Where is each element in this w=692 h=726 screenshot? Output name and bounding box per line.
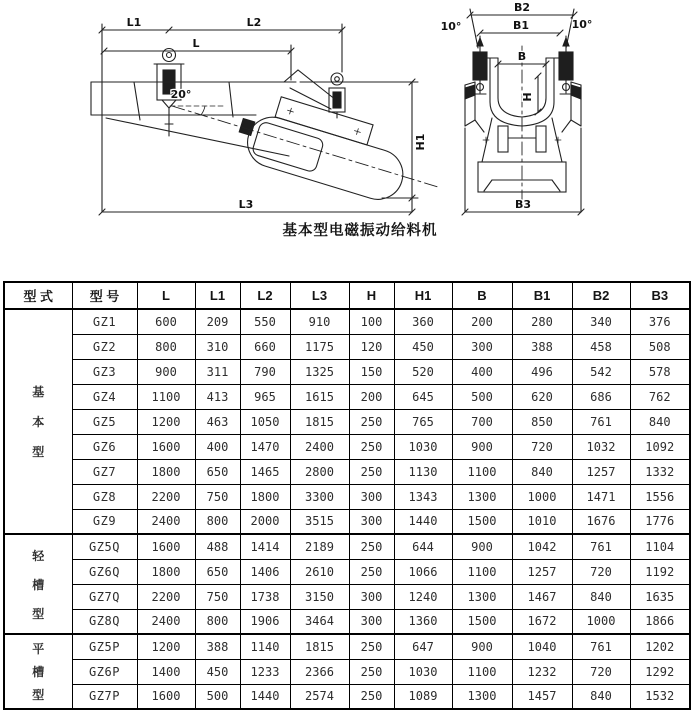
value-cell: 340 (572, 309, 630, 334)
type-group-cell (4, 634, 72, 709)
value-cell: 1866 (630, 609, 690, 634)
value-cell: 300 (349, 609, 394, 634)
value-cell: 1200 (137, 634, 195, 659)
type-char: 型 (32, 688, 45, 702)
value-cell: 550 (240, 309, 290, 334)
value-cell: 1257 (512, 559, 572, 584)
extension-lines (102, 24, 342, 212)
value-cell: 209 (195, 309, 240, 334)
value-cell: 660 (240, 334, 290, 359)
value-cell: 1300 (452, 584, 512, 609)
header-L: L (137, 282, 195, 309)
value-cell: 1100 (452, 659, 512, 684)
value-cell: 388 (195, 634, 240, 659)
value-cell: 2366 (290, 659, 349, 684)
value-cell: 1800 (240, 484, 290, 509)
value-cell: 761 (572, 409, 630, 434)
dim-label-h: H (521, 92, 534, 102)
value-cell: 1130 (394, 459, 452, 484)
value-cell: 3150 (290, 584, 349, 609)
spec-table (3, 281, 691, 710)
value-cell: 388 (512, 334, 572, 359)
value-cell: 1300 (452, 684, 512, 709)
model-cell: GZ5P (72, 634, 137, 659)
value-cell: 450 (394, 334, 452, 359)
value-cell: 250 (349, 684, 394, 709)
value-cell: 2400 (137, 609, 195, 634)
header-B1: B1 (512, 282, 572, 309)
value-cell: 120 (349, 334, 394, 359)
value-cell: 1815 (290, 409, 349, 434)
value-cell: 3300 (290, 484, 349, 509)
model-cell: GZ6P (72, 659, 137, 684)
value-cell: 1414 (240, 534, 290, 559)
value-cell: 1092 (630, 434, 690, 459)
value-cell: 500 (195, 684, 240, 709)
value-cell: 900 (452, 634, 512, 659)
spring-hanger-rear-icon (329, 73, 345, 118)
model-cell: GZ2 (72, 334, 137, 359)
value-cell: 1470 (240, 434, 290, 459)
model-cell: GZ7 (72, 459, 137, 484)
value-cell: 2574 (290, 684, 349, 709)
model-cell: GZ3 (72, 359, 137, 384)
table-row (4, 409, 690, 434)
value-cell: 720 (572, 659, 630, 684)
value-cell: 2400 (137, 509, 195, 534)
table-row (4, 309, 690, 334)
type-group-cell (4, 534, 72, 634)
value-cell: 1066 (394, 559, 452, 584)
header-L2: L2 (240, 282, 290, 309)
value-cell: 1200 (137, 409, 195, 434)
value-cell: 1100 (137, 384, 195, 409)
value-cell: 250 (349, 459, 394, 484)
value-cell: 1400 (137, 659, 195, 684)
dim-label-l2: L2 (246, 16, 262, 29)
value-cell: 542 (572, 359, 630, 384)
value-cell: 2800 (290, 459, 349, 484)
value-cell: 900 (452, 434, 512, 459)
value-cell: 620 (512, 384, 572, 409)
value-cell: 1000 (512, 484, 572, 509)
value-cell: 1202 (630, 634, 690, 659)
technical-drawing (0, 0, 692, 250)
value-cell: 2200 (137, 584, 195, 609)
header-B: B (452, 282, 512, 309)
value-cell: 1100 (452, 559, 512, 584)
value-cell: 840 (572, 684, 630, 709)
table-header-row (4, 282, 690, 309)
feeder-trough (91, 70, 336, 156)
value-cell: 1032 (572, 434, 630, 459)
dim-label-angle10-right: 10° (571, 18, 593, 31)
dim-label-b: B (517, 50, 527, 63)
value-cell: 1440 (394, 509, 452, 534)
value-cell: 1738 (240, 584, 290, 609)
type-char: 基 (32, 385, 45, 399)
value-cell: 310 (195, 334, 240, 359)
value-cell: 360 (394, 309, 452, 334)
value-cell: 1600 (137, 684, 195, 709)
value-cell: 1635 (630, 584, 690, 609)
value-cell: 1325 (290, 359, 349, 384)
value-cell: 1532 (630, 684, 690, 709)
value-cell: 1440 (240, 684, 290, 709)
value-cell: 1233 (240, 659, 290, 684)
value-cell: 700 (452, 409, 512, 434)
value-cell: 2610 (290, 559, 349, 584)
table-row (4, 484, 690, 509)
header-H1: H1 (394, 282, 452, 309)
value-cell: 1232 (512, 659, 572, 684)
value-cell: 1030 (394, 434, 452, 459)
header-L1: L1 (195, 282, 240, 309)
value-cell: 311 (195, 359, 240, 384)
table-row (4, 559, 690, 584)
value-cell: 1050 (240, 409, 290, 434)
value-cell: 3515 (290, 509, 349, 534)
value-cell: 1500 (452, 609, 512, 634)
value-cell: 1906 (240, 609, 290, 634)
value-cell: 645 (394, 384, 452, 409)
table-row (4, 384, 690, 409)
type-group-cell (4, 309, 72, 534)
value-cell: 720 (512, 434, 572, 459)
spec-table-body (4, 309, 690, 709)
value-cell: 413 (195, 384, 240, 409)
table-row (4, 509, 690, 534)
value-cell: 1175 (290, 334, 349, 359)
value-cell: 1465 (240, 459, 290, 484)
dim-label-b3: B3 (514, 198, 532, 211)
table-row (4, 334, 690, 359)
value-cell: 250 (349, 434, 394, 459)
value-cell: 761 (572, 634, 630, 659)
type-char: 槽 (32, 577, 45, 592)
value-cell: 488 (195, 534, 240, 559)
side-bracket-left (465, 82, 484, 132)
value-cell: 250 (349, 409, 394, 434)
value-cell: 1240 (394, 584, 452, 609)
value-cell: 450 (195, 659, 240, 684)
type-char: 平 (32, 642, 45, 656)
value-cell: 520 (394, 359, 452, 384)
value-cell: 280 (512, 309, 572, 334)
model-cell: GZ5Q (72, 534, 137, 559)
value-cell: 1030 (394, 659, 452, 684)
value-cell: 900 (137, 359, 195, 384)
value-cell: 1300 (452, 484, 512, 509)
model-cell: GZ6Q (72, 559, 137, 584)
value-cell: 900 (452, 534, 512, 559)
value-cell: 1457 (512, 684, 572, 709)
value-cell: 458 (572, 334, 630, 359)
value-cell: 910 (290, 309, 349, 334)
type-char: 本 (32, 415, 45, 429)
value-cell: 2400 (290, 434, 349, 459)
value-cell: 761 (572, 534, 630, 559)
table-row (4, 659, 690, 684)
value-cell: 496 (512, 359, 572, 384)
value-cell: 400 (195, 434, 240, 459)
dim-label-l1: L1 (126, 16, 142, 29)
value-cell: 1467 (512, 584, 572, 609)
value-cell: 1140 (240, 634, 290, 659)
value-cell: 840 (630, 409, 690, 434)
value-cell: 1257 (572, 459, 630, 484)
value-cell: 1615 (290, 384, 349, 409)
value-cell: 1676 (572, 509, 630, 534)
value-cell: 790 (240, 359, 290, 384)
value-cell: 965 (240, 384, 290, 409)
value-cell: 1800 (137, 559, 195, 584)
value-cell: 762 (630, 384, 690, 409)
header-model: 型 号 (72, 282, 137, 309)
value-cell: 600 (137, 309, 195, 334)
type-char: 轻 (32, 548, 45, 563)
header-type: 型 式 (4, 282, 72, 309)
value-cell: 1556 (630, 484, 690, 509)
table-row (4, 434, 690, 459)
value-cell: 750 (195, 484, 240, 509)
value-cell: 1360 (394, 609, 452, 634)
dim-label-b2: B2 (513, 1, 531, 14)
table-row (4, 534, 690, 559)
value-cell: 644 (394, 534, 452, 559)
value-cell: 1471 (572, 484, 630, 509)
table-row (4, 584, 690, 609)
value-cell: 150 (349, 359, 394, 384)
value-cell: 1332 (630, 459, 690, 484)
value-cell: 300 (452, 334, 512, 359)
value-cell: 578 (630, 359, 690, 384)
value-cell: 200 (349, 384, 394, 409)
dim-label-l3: L3 (238, 198, 254, 211)
value-cell: 300 (349, 584, 394, 609)
value-cell: 2000 (240, 509, 290, 534)
model-cell: GZ6 (72, 434, 137, 459)
value-cell: 250 (349, 634, 394, 659)
value-cell: 1776 (630, 509, 690, 534)
side-bracket-right (562, 82, 581, 132)
value-cell: 1042 (512, 534, 572, 559)
model-cell: GZ4 (72, 384, 137, 409)
value-cell: 2200 (137, 484, 195, 509)
table-row (4, 684, 690, 709)
table-row (4, 359, 690, 384)
dim-label-l: L (192, 37, 200, 50)
value-cell: 750 (195, 584, 240, 609)
dimension-h1 (300, 79, 418, 212)
dim-label-angle20: 20° (170, 88, 192, 101)
feeder-end-view-drawing (436, 0, 690, 222)
header-B2: B2 (572, 282, 630, 309)
value-cell: 686 (572, 384, 630, 409)
dim-label-b1: B1 (512, 19, 530, 32)
value-cell: 500 (452, 384, 512, 409)
value-cell: 463 (195, 409, 240, 434)
value-cell: 840 (572, 584, 630, 609)
vibration-centerline (172, 106, 438, 187)
dimension-l3 (99, 209, 415, 215)
value-cell: 800 (137, 334, 195, 359)
value-cell: 1600 (137, 534, 195, 559)
trough-cross-section (484, 58, 560, 126)
value-cell: 1800 (137, 459, 195, 484)
value-cell: 1672 (512, 609, 572, 634)
type-char: 型 (32, 606, 45, 621)
value-cell: 1192 (630, 559, 690, 584)
drawing-caption: 基本型电磁振动给料机 (282, 223, 438, 239)
dim-label-h1: H1 (414, 133, 427, 151)
table-row (4, 609, 690, 634)
header-H: H (349, 282, 394, 309)
value-cell: 250 (349, 559, 394, 584)
value-cell: 1406 (240, 559, 290, 584)
table-row (4, 459, 690, 484)
feeder-side-view-drawing (84, 6, 446, 240)
value-cell: 250 (349, 534, 394, 559)
table-row (4, 634, 690, 659)
value-cell: 1040 (512, 634, 572, 659)
value-cell: 2189 (290, 534, 349, 559)
value-cell: 250 (349, 659, 394, 684)
value-cell: 647 (394, 634, 452, 659)
model-cell: GZ8Q (72, 609, 137, 634)
model-cell: GZ7Q (72, 584, 137, 609)
value-cell: 1100 (452, 459, 512, 484)
value-cell: 200 (452, 309, 512, 334)
model-cell: GZ8 (72, 484, 137, 509)
value-cell: 1089 (394, 684, 452, 709)
model-cell: GZ1 (72, 309, 137, 334)
value-cell: 800 (195, 609, 240, 634)
model-cell: GZ9 (72, 509, 137, 534)
header-B3: B3 (630, 282, 690, 309)
value-cell: 300 (349, 484, 394, 509)
value-cell: 1343 (394, 484, 452, 509)
value-cell: 1000 (572, 609, 630, 634)
value-cell: 650 (195, 559, 240, 584)
value-cell: 1500 (452, 509, 512, 534)
value-cell: 840 (512, 459, 572, 484)
value-cell: 400 (452, 359, 512, 384)
model-cell: GZ7P (72, 684, 137, 709)
value-cell: 650 (195, 459, 240, 484)
value-cell: 720 (572, 559, 630, 584)
dimension-h (535, 73, 541, 115)
value-cell: 3464 (290, 609, 349, 634)
value-cell: 1292 (630, 659, 690, 684)
header-L3: L3 (290, 282, 349, 309)
value-cell: 376 (630, 309, 690, 334)
value-cell: 1600 (137, 434, 195, 459)
value-cell: 1815 (290, 634, 349, 659)
type-char: 型 (32, 445, 45, 459)
type-char: 槽 (32, 665, 45, 679)
value-cell: 850 (512, 409, 572, 434)
value-cell: 508 (630, 334, 690, 359)
value-cell: 100 (349, 309, 394, 334)
value-cell: 1104 (630, 534, 690, 559)
value-cell: 300 (349, 509, 394, 534)
model-cell: GZ5 (72, 409, 137, 434)
value-cell: 765 (394, 409, 452, 434)
value-cell: 800 (195, 509, 240, 534)
value-cell: 1010 (512, 509, 572, 534)
dim-label-angle10-left: 10° (440, 20, 462, 33)
